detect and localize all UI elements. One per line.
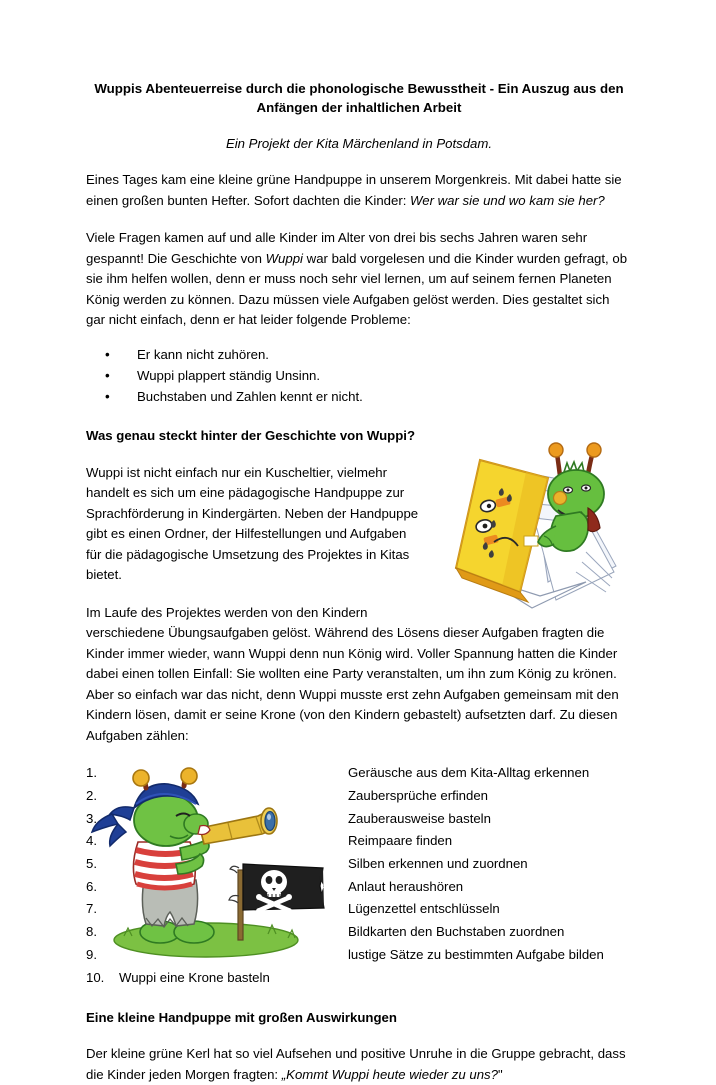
intro-paragraph-question: Wer war sie und wo kam sie her? bbox=[410, 192, 605, 208]
questions-paragraph-text-b: war bald vorgelesen und die Kinder wurden gefragt, ob sie ihm helfen wollen, denn er muss noch sehr viel lernen, um auf seinem fernen Planeten König werden zu können. Dazu müssen viele Aufgaben gelöst werden. Dies gestaltet sich gar nicht einfach, denn er hat leider folgende Probleme: bbox=[86, 250, 628, 328]
list-item: Zauberausweise basteln bbox=[348, 810, 491, 826]
list-item: Bildkarten den Buchstaben zuordnen bbox=[348, 924, 565, 940]
intro-paragraph-text: Eines Tages kam eine kleine grüne Handpuppe in unserem Morgenkreis. Mit dabei hatte sie einen großen bunten Hefter. Sofort dachten die Kinder: bbox=[86, 172, 622, 208]
conclusion-text-a: Der kleine grüne Kerl hat so viel Aufsehen und positive Unruhe in die Gruppe gebracht, dass die Kinder jeden Morgen fragten: bbox=[86, 1046, 626, 1082]
about-wuppi-paragraph: Wuppi ist nicht einfach nur ein Kuscheltier, vielmehr handelt es sich um eine pädagogische Handpuppe zur Sprachförderung in Kindergärten. Neben der Handpuppe gibt es einen Ordner, der Hilfestellungen und Aufgaben für die pädagogische Umsetzung des Projektes in Kitas bietet. bbox=[86, 464, 419, 583]
project-tasks-paragraph: Im Laufe des Projektes werden von den Kindern verschiedene Übungsaufgaben gelöst. Während des Lösens dieser Aufgaben fragten die Kinder immer wieder, wann Wuppi denn nun König wird. Voller Spannung hatten die Kinder dabei einen tollen Einfall: Sie wollten eine Party veranstalten, um ihn zum König zu krönen. Aber so einfach war das nicht, denn Wuppi musste erst zehn Aufgaben gemeinsam mit den Kindern lösen, damit er seine Krone (von den Kindern gebastelt) aufsetzten darf. Zu diesen Aufgaben zählen: bbox=[86, 604, 619, 743]
problem-list bbox=[86, 345, 632, 408]
children-quote-italic: „Kommt Wuppi heute wieder zu uns? bbox=[281, 1066, 498, 1082]
intro-paragraph bbox=[86, 170, 632, 211]
document-subtitle: Ein Projekt der Kita Märchenland in Potsdam. bbox=[225, 135, 493, 151]
list-item: Wuppi eine Krone basteln bbox=[119, 969, 270, 985]
conclusion-text-b: " bbox=[497, 1066, 503, 1082]
folder-illustration-graphic bbox=[436, 432, 632, 615]
section-heading-impact: Eine kleine Handpuppe mit großen Auswirkungen bbox=[86, 1010, 397, 1026]
list-item: Zaubersprüche erfinden bbox=[348, 787, 489, 803]
questions-paragraph-text-a: Viele Fragen kamen auf und alle Kinder im Alter von drei bis sechs Jahren waren sehr gespannt! Die Geschichte von bbox=[86, 230, 588, 266]
task-list bbox=[86, 762, 632, 989]
section-heading-story: Was genau steckt hinter der Geschichte von Wuppi? bbox=[86, 428, 416, 444]
conclusion-paragraph bbox=[86, 1044, 632, 1085]
document-content bbox=[86, 80, 632, 1085]
list-item: Reimpaare finden bbox=[348, 833, 453, 849]
wuppi-name-italic: Wuppi bbox=[265, 250, 303, 266]
list-item: • Buchstaben und Zahlen kennt er nicht. bbox=[86, 387, 632, 408]
list-item: lustige Sätze zu bestimmten Aufgabe bilden bbox=[348, 946, 604, 962]
list-item: Geräusche aus dem Kita-Alltag erkennen bbox=[348, 765, 590, 781]
list-item: • Wuppi plappert ständig Unsinn. bbox=[86, 366, 632, 387]
task-list-block bbox=[86, 762, 632, 989]
questions-paragraph bbox=[86, 228, 632, 331]
list-item: Lügenzettel entschlüsseln bbox=[348, 901, 500, 917]
list-item: • Er kann nicht zuhören. bbox=[86, 345, 632, 366]
page-title: Wuppis Abenteuerreise durch die phonologische Bewusstheit - Ein Auszug aus den Anfängen der inhaltlichen Arbeit bbox=[94, 81, 624, 115]
list-item: Silben erkennen und zuordnen bbox=[348, 856, 528, 872]
wuppi-with-yellow-folder-illustration bbox=[436, 432, 632, 615]
list-item: Anlaut heraushören bbox=[348, 878, 464, 894]
